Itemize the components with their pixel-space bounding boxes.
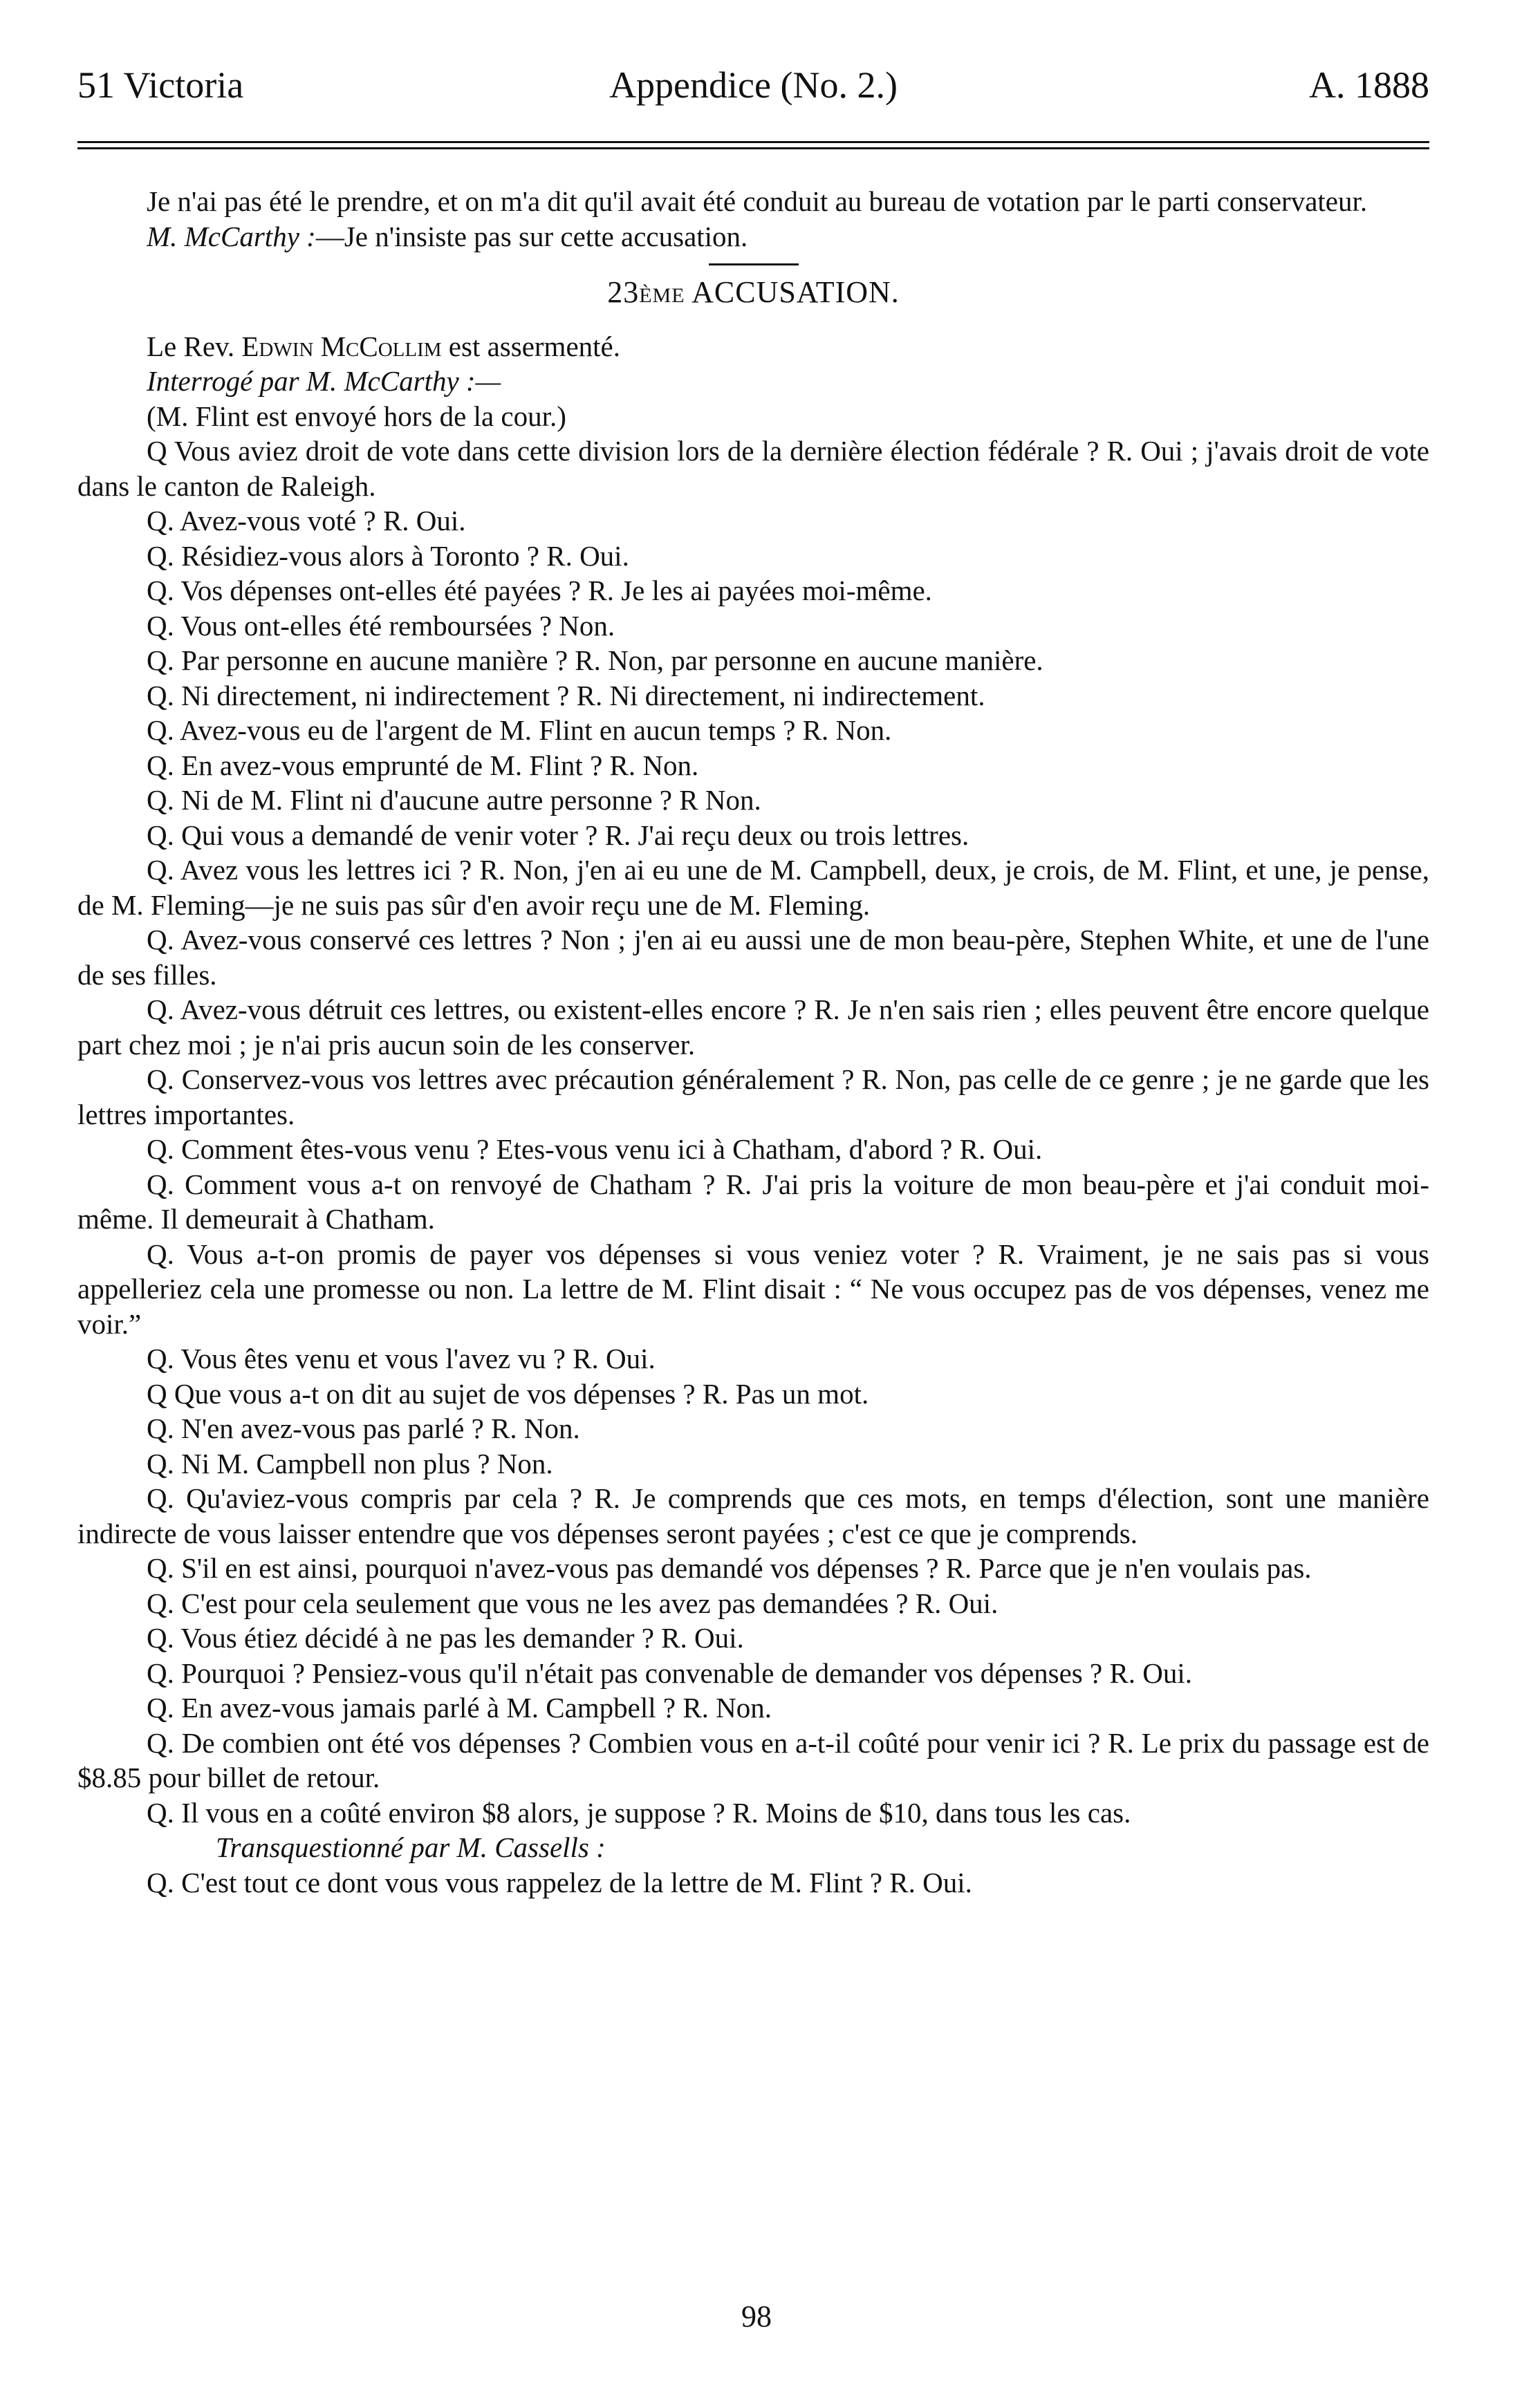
qa-paragraph: Q Que vous a-t on dit au sujet de vos dépenses ? R. Pas un mot. <box>147 1377 869 1410</box>
last-question: Q. C'est tout ce dont vous vous rappelez de la lettre de M. Flint ? R. Oui. <box>147 1866 972 1898</box>
header-left: 51 Victoria <box>77 64 244 106</box>
qa-paragraph: Q. Avez-vous détruit ces lettres, ou existent-elles encore ? R. Je n'en sais rien ; elles peuvent être encore quelque part chez moi ; je n'ai pris aucun soin de les conserver. <box>77 993 1429 1061</box>
qa-paragraph: Q. Qu'aviez-vous compris par cela ? R. Je comprends que ces mots, en temps d'élection, sont une manière indirecte de vous laisser entendre que vos dépenses seront payées ; c'est ce que je comprends. <box>77 1482 1429 1549</box>
qa-paragraph: Q. C'est pour cela seulement que vous ne les avez pas demandées ? R. Oui. <box>147 1587 999 1619</box>
qa-paragraph: Q Vous aviez droit de vote dans cette division lors de la dernière élection fédérale ? R. Oui ; j'avais droit de vote dans le canton de Raleigh. <box>77 435 1429 502</box>
qa-paragraph: Q. En avez-vous emprunté de M. Flint ? R. Non. <box>147 749 699 781</box>
qa-paragraph: Q. N'en avez-vous pas parlé ? R. Non. <box>147 1412 580 1444</box>
qa-paragraph: Q. Résidiez-vous alors à Toronto ? R. Oui. <box>147 539 629 572</box>
qa-paragraph: Q. Ni M. Campbell non plus ? Non. <box>147 1447 553 1480</box>
qa-paragraph: Q. Vous a-t-on promis de payer vos dépenses si vous veniez voter ? R. Vraiment, je ne sais pas si vous appelleriez cela une promesse ou non. La lettre de M. Flint disait : “ Ne vous occupez pas de vos dépenses, venez me voir.” <box>77 1238 1429 1340</box>
qa-paragraph: Q. Vous étiez décidé à ne pas les demander ? R. Oui. <box>147 1622 744 1654</box>
qa-paragraph: Q. Avez-vous eu de l'argent de M. Flint en aucun temps ? R. Non. <box>147 714 892 746</box>
header-right: A. 1888 <box>1309 64 1429 106</box>
speaker-text: —Je n'insiste pas sur cette accusation. <box>315 220 748 252</box>
sworn-line: Le Rev. Edwin McCollim est assermenté. <box>147 330 620 362</box>
qa-paragraph: Q. Ni de M. Flint ni d'aucune autre personne ? R Non. <box>147 784 761 816</box>
qa-paragraph: Q. Vous ont-elles été remboursées ? Non. <box>147 609 615 642</box>
qa-paragraph: Q. De combien ont été vos dépenses ? Combien vous en a-t-il coûté pour venir ici ? R. Le prix du passage est de $8.85 pour billet de retour. <box>77 1726 1429 1793</box>
qa-paragraph: Q. Avez vous les lettres ici ? R. Non, j'en ai eu une de M. Campbell, deux, je crois, de M. Flint, et une, je pense, de M. Fleming—je ne suis pas sûr d'en avoir reçu une de M. Fleming. <box>77 854 1429 921</box>
qa-list <box>77 399 1429 1831</box>
section-heading: 23ÈME ACCUSATION. <box>607 275 900 309</box>
speaker-label: M. McCarthy : <box>147 220 316 252</box>
qa-paragraph: Q. Pourquoi ? Pensiez-vous qu'il n'était pas convenable de demander vos dépenses ? R. Oui. <box>147 1656 1193 1689</box>
qa-paragraph: Q. Vous êtes venu et vous l'avez vu ? R. Oui. <box>147 1343 656 1374</box>
cross-examination-line: Transquestionné par M. Cassells : <box>216 1831 606 1863</box>
header-rule <box>77 141 1429 149</box>
qa-paragraph: (M. Flint est envoyé hors de la cour.) <box>147 400 566 432</box>
qa-paragraph: Q. S'il en est ainsi, pourquoi n'avez-vous pas demandé vos dépenses ? R. Parce que je n'en voulais pas. <box>147 1552 1312 1584</box>
qa-paragraph: Q. Ni directement, ni indirectement ? R. Ni directement, ni indirectement. <box>147 679 985 711</box>
qa-paragraph: Q. Par personne en aucune manière ? R. Non, par personne en aucune manière. <box>147 644 1043 676</box>
qa-paragraph: Q. En avez-vous jamais parlé à M. Campbell ? R. Non. <box>147 1692 772 1724</box>
intro-paragraph: Je n'ai pas été le prendre, et on m'a dit qu'il avait été conduit au bureau de votation par le parti conservateur. <box>147 185 1368 217</box>
running-header <box>77 64 1429 126</box>
header-center: Appendice (No. 2.) <box>609 64 898 106</box>
qa-paragraph: Q. Avez-vous voté ? R. Oui. <box>147 505 466 536</box>
interrogated-line: Interrogé par M. McCarthy :— <box>147 365 501 397</box>
mccarthy-statement <box>77 219 1429 254</box>
document-page <box>77 64 1429 1900</box>
section-divider <box>709 263 799 265</box>
qa-paragraph: Q. Conservez-vous vos lettres avec précaution généralement ? R. Non, pas celle de ce genre ; je ne garde que les lettres importantes. <box>77 1063 1429 1130</box>
qa-paragraph: Q. Comment vous a-t on renvoyé de Chatham ? R. J'ai pris la voiture de mon beau-père et j'ai conduit moi-même. Il demeurait à Chatham. <box>77 1168 1429 1235</box>
qa-paragraph: Q. Vos dépenses ont-elles été payées ? R. Je les ai payées moi-même. <box>147 575 932 606</box>
qa-paragraph: Q. Comment êtes-vous venu ? Etes-vous venu ici à Chatham, d'abord ? R. Oui. <box>147 1133 1043 1165</box>
qa-paragraph: Q. Il vous en a coûté environ $8 alors, je suppose ? R. Moins de $10, dans tous les cas. <box>147 1796 1131 1829</box>
qa-paragraph: Q. Avez-vous conservé ces lettres ? Non ; j'en ai eu aussi une de mon beau-père, Stephen White, et une de l'une de ses filles. <box>77 924 1429 991</box>
document-body <box>77 184 1429 1900</box>
page-number: 98 <box>741 2299 772 2333</box>
qa-paragraph: Q. Qui vous a demandé de venir voter ? R. J'ai reçu deux ou trois lettres. <box>147 819 969 851</box>
